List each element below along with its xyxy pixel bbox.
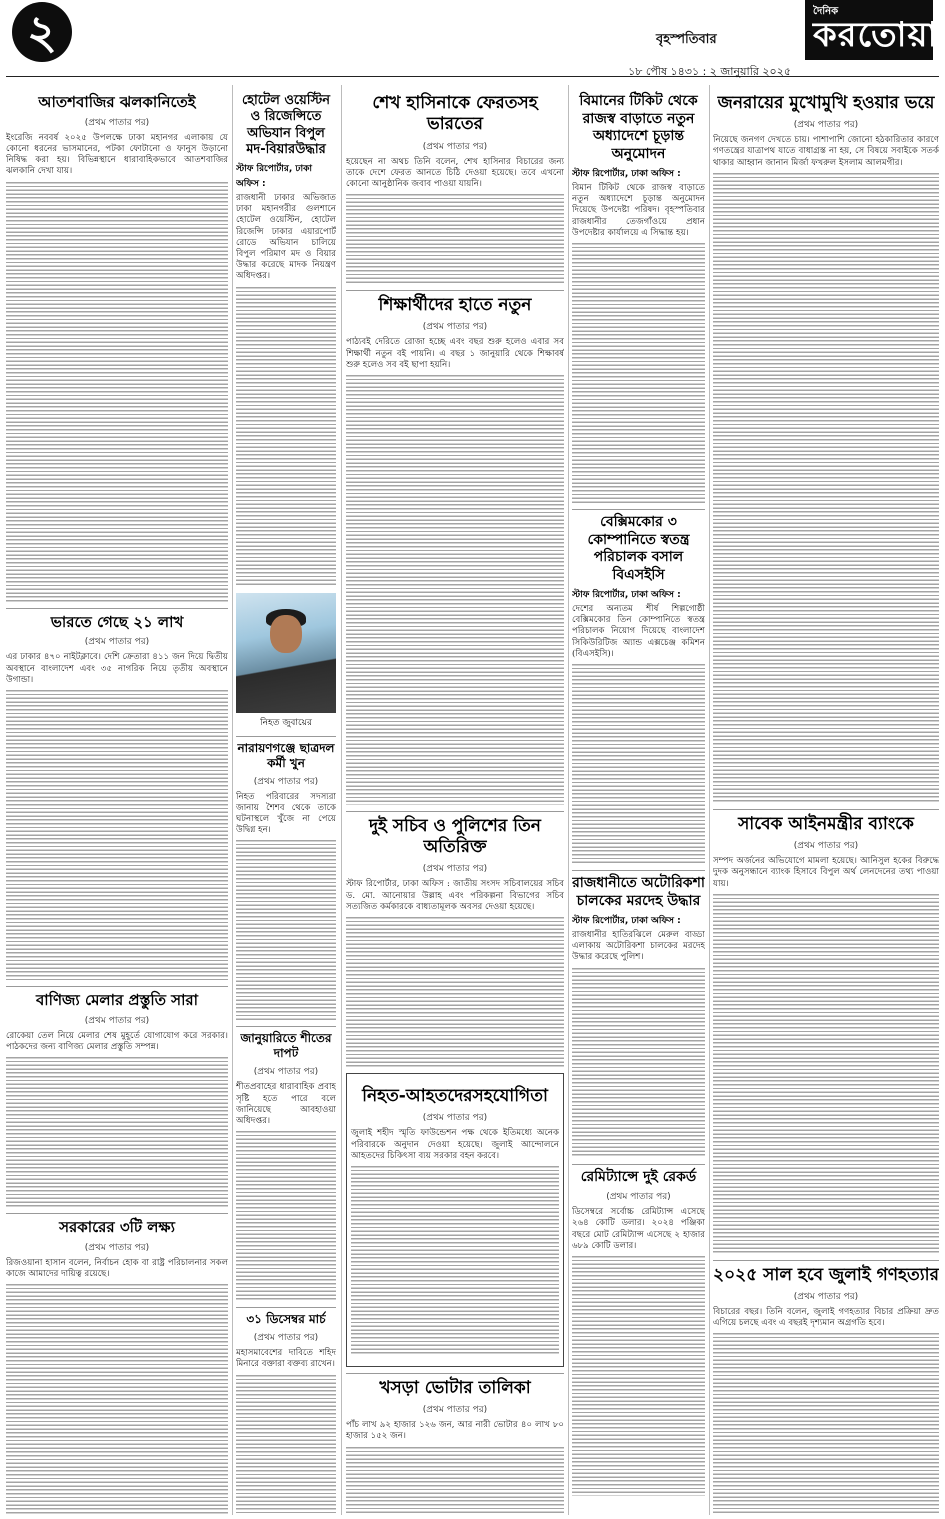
portrait-photo xyxy=(236,593,336,713)
column-rule xyxy=(568,85,569,1515)
story-body-trade-fair: রোকেয়া তেল নিয়ে মেলার শেষ মুহূর্তে যোগাযোগ করে সরকার। পাঠকদের জন্য বাণিজ্য মেলার প্রস্তুতি সম্পন্ন। xyxy=(6,1030,228,1052)
continued-label: (প্রথম পাতার পর) xyxy=(84,1242,150,1253)
story-text-block xyxy=(572,243,705,503)
dateline: ১৮ পৌষ ১৪৩১ : ২ জানুয়ারি ২০২৫ xyxy=(628,65,791,78)
story-body-air-ticket: বিমান টিকিট থেকে রাজস্ব বাড়াতে নতুন অধ্যাদেশে চূড়ান্ত অনুমোদন দিয়েছে উপদেষ্টা পরিষদ। বৃহস্পতিবার রাজধানীর তেজগাঁওয়ে প্রধান উপদেষ্টার কার্যালয়ে এ সিদ্ধান্ত হয়। xyxy=(572,183,705,238)
byline: স্টাফ রিপোর্টার, ঢাকা অফিস : xyxy=(572,916,681,927)
story-text-block xyxy=(713,894,939,1254)
headline-two-secretaries: দুই সচিব ও পুলিশের তিন অতিরিক্ত xyxy=(346,811,564,859)
page-body xyxy=(6,85,939,1515)
continued-label: (প্রথম পাতার পর) xyxy=(422,864,488,875)
story-body-remittance: ডিসেম্বরে সর্বোচ্চ রেমিট্যান্স এসেছে ২৬৪ কোটি ডলার। ২০২৪ পঞ্জিকা বছরে মোট রেমিট্যান্স এসেছে ২ হাজার ৬৮৯ কোটি ডলার। xyxy=(572,1207,705,1251)
story-text-block xyxy=(346,1447,564,1515)
story-text-block xyxy=(236,1375,336,1515)
headline-govt-goals: সরকারের ৩টি লক্ষ্য xyxy=(6,1213,228,1237)
story-body-cold: শীতপ্রবাহের ধারাবাহিক প্রবাহ সৃষ্টি হতে পারে বলে জানিয়েছে আবহাওয়া অধিদপ্তর। xyxy=(236,1082,336,1127)
story-body-injured: জুলাই শহীদ স্মৃতি ফাউন্ডেশন পক্ষ থেকে ইতিমধ্যে অনেক পরিবারকে অনুদান দেওয়া হয়েছে। জুলাই আন্দোলনে আহতদের চিকিৎসা ব্যয় সরকার বহন করবে। xyxy=(351,1128,559,1161)
story-body-education: পাঠ্যবই দেরিতে রোজা হচ্ছে এবং বছর শুরু হলেও এবার সব শিক্ষার্থী নতুন বই পায়নি। এ বছর ১ জানুয়ারি থেকে শিক্ষাবর্ষ শুরু হলেও সব বই ছাপা হয়নি। xyxy=(346,337,564,370)
story-body-govt-goals: রিজওয়ানা হাসান বলেন, নির্বাচন হোক বা রাষ্ট্র পরিচালনার সকল কাজে আমাদের দায়িত্ব রয়েছে। xyxy=(6,1257,228,1280)
logo-title: করতোয়া xyxy=(813,15,939,55)
headline-nightclub: নারায়ণগঞ্জে ছাত্রদল কর্মী খুন xyxy=(236,736,336,771)
masthead xyxy=(6,0,939,77)
story-body-mass-uprising: নিয়েছে জনগণ দেখতে চায়। পাশাপাশি জোনো হঠকারিতার কারণে গণতন্ত্রের যাত্রাপথ যাতে বাধাগ্রস্ত না হয়, সে বিষয়ে সবাইকে সতর্ক থাকার আহ্বান জানান মির্জা ফখরুল ইসলাম আলমগীর। xyxy=(713,135,939,168)
boxed-story xyxy=(346,1073,564,1367)
story-body-july-2025: বিচারের বছর। তিনি বলেন, জুলাই গণহত্যার বিচার প্রক্রিয়া দ্রুত এগিয়ে চলছে এবং এ বছরই দৃশ্যমান অগ্রগতি হবে। xyxy=(713,1306,939,1329)
newspaper-logo xyxy=(805,0,939,60)
story-text-block xyxy=(713,1333,939,1515)
headline-sheikh-hasina: শেখ হাসিনাকে ফেরতসহ ভারতের xyxy=(372,93,538,135)
headline-mass-uprising: জনরায়ের মুখোমুখি হওয়ার ভয়ে xyxy=(717,93,935,113)
continued-label: (প্রথম পাতার পর) xyxy=(253,776,319,787)
story-body-draft-voter: পাঁচ লাখ ৯২ হাজার ১২৬ জন, আর নারী ভোটার ৪০ লাখ ৮০ হাজার ১৫২ জন। xyxy=(346,1420,564,1442)
story-text-block xyxy=(572,664,705,864)
headline-beximco: বেক্সিমকোর ৩ কোম্পানিতে স্বতন্ত্র পরিচালক বসাল বিএসইসি xyxy=(572,509,705,584)
headline-trade-fair: বাণিজ্য মেলার প্রস্তুতি সারা xyxy=(6,986,228,1010)
headline-draft-voter: খসড়া ভোটার তালিকা xyxy=(346,1373,564,1399)
byline: স্টাফ রিপোর্টার, ঢাকা অফিস : xyxy=(572,169,681,179)
story-body-fireworks: ইংরেজি নববর্ষ ২০২৫ উপলক্ষে ঢাকা মহানগর এলাকায় যে কোনো ধরনের ভাসমানের, পটকা ফোটানো ও ফানুস উড়ানো নিষিদ্ধ করা হয়। বিভিন্নস্থানে ধারাবাহিকভাবে আতশবাজির ঝলকানি দেখা যায়। xyxy=(6,132,228,177)
story-text-block xyxy=(713,173,939,803)
story-body-beximco: দেশের অন্যতম শীর্ষ শিল্পগোষ্ঠী বেক্সিমকোর তিন কোম্পানিতে স্বতন্ত্র পরিচালক নিয়োগ দিয়েছে বাংলাদেশ সিকিউরিটিজ অ্যান্ড এক্সচেঞ্জ কমিশন (বিএসইসি)। xyxy=(572,604,705,659)
headline-march: ৩১ ডিসেম্বর মার্চ xyxy=(236,1307,336,1327)
photo-caption: নিহত জুবায়ের xyxy=(260,717,312,728)
column-3 xyxy=(346,85,564,1515)
byline: স্টাফ রিপোর্টার, ঢাকা অফিস : xyxy=(572,590,681,601)
continued-label: (প্রথম পাতার পর) xyxy=(606,1192,671,1203)
column-rule xyxy=(341,85,342,1515)
headline-education: শিক্ষার্থীদের হাতে নতুন xyxy=(346,290,564,316)
column-1 xyxy=(6,85,228,1515)
continued-label: (প্রথম পাতার পর) xyxy=(793,841,859,852)
story-body-nightclub: নিহত পরিবারের সদস্যরা জানায় শৈশব থেকে তাকে ঘটনাস্থলে খুঁজে না পেয়ে উদ্বিগ্ন হন। xyxy=(236,791,336,836)
column-5 xyxy=(713,85,939,1515)
story-body-sheikh-hasina: হয়েছেন না অথচ তিনি বলেন, শেখ হাসিনার বিচারের জন্য তাকে দেশে ফেরত আনতে চিঠি দেওয়া হয়েছে। তবে এখনো কোনো আনুষ্ঠানিক জবাব পাওয়া যায়নি। xyxy=(346,156,564,189)
continued-label: (প্রথম পাতার পর) xyxy=(253,1067,319,1078)
headline-auto-rickshaw: রাজধানীতে অটোরিকশা চালকের মরদেহ উদ্ধার xyxy=(572,870,705,910)
story-text-block xyxy=(236,840,336,1020)
story-text-block xyxy=(351,1166,559,1356)
story-text-block xyxy=(346,917,564,1067)
continued-label: (প্রথম পাতার পর) xyxy=(793,120,859,131)
headline-remittance: রেমিট্যান্সে দুই রেকর্ড xyxy=(572,1164,705,1187)
story-body-india-loss: এর ঢাকার ৪৭০ নাইটক্লাবে। দেশি ক্রেতারা ৪১১ জন দিয়ে দ্বিতীয় অবস্থানে বাংলাদেশ এবং ৩৫ নাগরিক নিয়ে তৃতীয় অবস্থানে উগান্ডা। xyxy=(6,652,228,685)
headline-july-2025: ২০২৫ সাল হবে জুলাই গণহত্যার xyxy=(713,1260,939,1286)
story-text-block xyxy=(346,375,564,805)
continued-label: (প্রথম পাতার পর) xyxy=(84,117,150,128)
headline-air-ticket: বিমানের টিকিট থেকে রাজস্ব বাড়াতে নতুন অধ্যাদেশে চূড়ান্ত অনুমোদন xyxy=(579,93,698,162)
continued-label: (প্রথম পাতার পর) xyxy=(84,1015,150,1026)
continued-label: (প্রথম পাতার পর) xyxy=(422,141,488,152)
weekday-label: বৃহস্পতিবার xyxy=(656,32,717,47)
story-text-block xyxy=(236,287,336,587)
story-text-block xyxy=(6,182,228,602)
headline-india-loss: ভারতে গেছে ২১ লাখ xyxy=(6,608,228,632)
page-number-badge: ২ xyxy=(12,2,72,62)
story-text-block xyxy=(6,1284,228,1515)
story-text-block xyxy=(6,1057,228,1207)
column-4 xyxy=(572,85,705,1515)
story-text-block xyxy=(236,1131,336,1301)
story-body-two-secretaries: স্টাফ রিপোর্টার, ঢাকা অফিস : জাতীয় সংসদ সচিবালয়ের সচিব ড. মো. আনোয়ার উল্লাহ এবং পরিকল্পনা বিভাগের সচিব সত্যজিত কর্মকারকে বাধ্যতামূলক অবসর দেওয়া হয়েছে। xyxy=(346,879,564,912)
continued-label: (প্রথম পাতার পর) xyxy=(793,1291,859,1302)
headline-hotel-westin: হোটেল ওয়েস্টিন ও রিজেন্সিতে অভিযান বিপুল মদ-বিয়ারউদ্ধার xyxy=(241,93,331,157)
byline: স্টাফ রিপোর্টার, ঢাকা অফিস : xyxy=(236,164,312,189)
headline-cold: জানুয়ারিতে শীতের দাপট xyxy=(236,1026,336,1061)
continued-label: (প্রথম পাতার পর) xyxy=(253,1333,319,1344)
column-rule xyxy=(709,85,710,1515)
story-body-ex-minister: সম্পদ অর্জনের অভিযোগে মামলা হয়েছে। আনিসুল হকের বিরুদ্ধে দুদক অনুসন্ধানে ব্যাংক হিসাবে বিপুল অর্থ লেনদেনের তথ্য পাওয়া যায়। xyxy=(713,856,939,889)
headline-injured: নিহত-আহতদেরসহযোগিতা xyxy=(362,1086,548,1107)
photo-face-shape xyxy=(270,615,302,653)
continued-label: (প্রথম পাতার পর) xyxy=(84,637,150,648)
headline-ex-minister: সাবেক আইনমন্ত্রীর ব্যাংকে xyxy=(713,809,939,835)
story-body-hotel-westin: রাজধানী ঢাকার অভিজাত ঢাকা মহানগরীর গুলশানে হোটেল ওয়েস্টিন, হোটেল রিজেন্সি ঢাকার এয়ারপোর্ট রোডে অভিযান চালিয়ে বিপুল পরিমাণ মদ ও বিয়ার উদ্ধার করেছে মাদক নিয়ন্ত্রণ অধিদপ্তর। xyxy=(236,193,336,282)
story-text-block xyxy=(6,690,228,980)
story-text-block xyxy=(572,968,705,1158)
continued-label: (প্রথম পাতার পর) xyxy=(422,322,488,333)
story-body-march: মহাসমাবেশের দাবিতে শহিদ মিনারে বক্তারা বক্তব্য রাখেন। xyxy=(236,1348,336,1370)
story-body-auto-rickshaw: রাজধানীর হাতিরঝিলে মেরুল বাড্ডা এলাকায় অটোরিকশা চালকের মরদেহ উদ্ধার করেছে পুলিশ। xyxy=(572,930,705,963)
column-2 xyxy=(236,85,336,1515)
story-text-block xyxy=(572,1256,705,1496)
headline-fireworks: আতশবাজির ঝলকানিতেই xyxy=(38,93,196,111)
column-rule xyxy=(232,85,233,1515)
continued-label: (প্রথম পাতার পর) xyxy=(422,1405,488,1416)
continued-label: (প্রথম পাতার পর) xyxy=(422,1113,488,1124)
story-text-block xyxy=(346,194,564,284)
logo-tagline: দৈনিক xyxy=(813,6,839,17)
